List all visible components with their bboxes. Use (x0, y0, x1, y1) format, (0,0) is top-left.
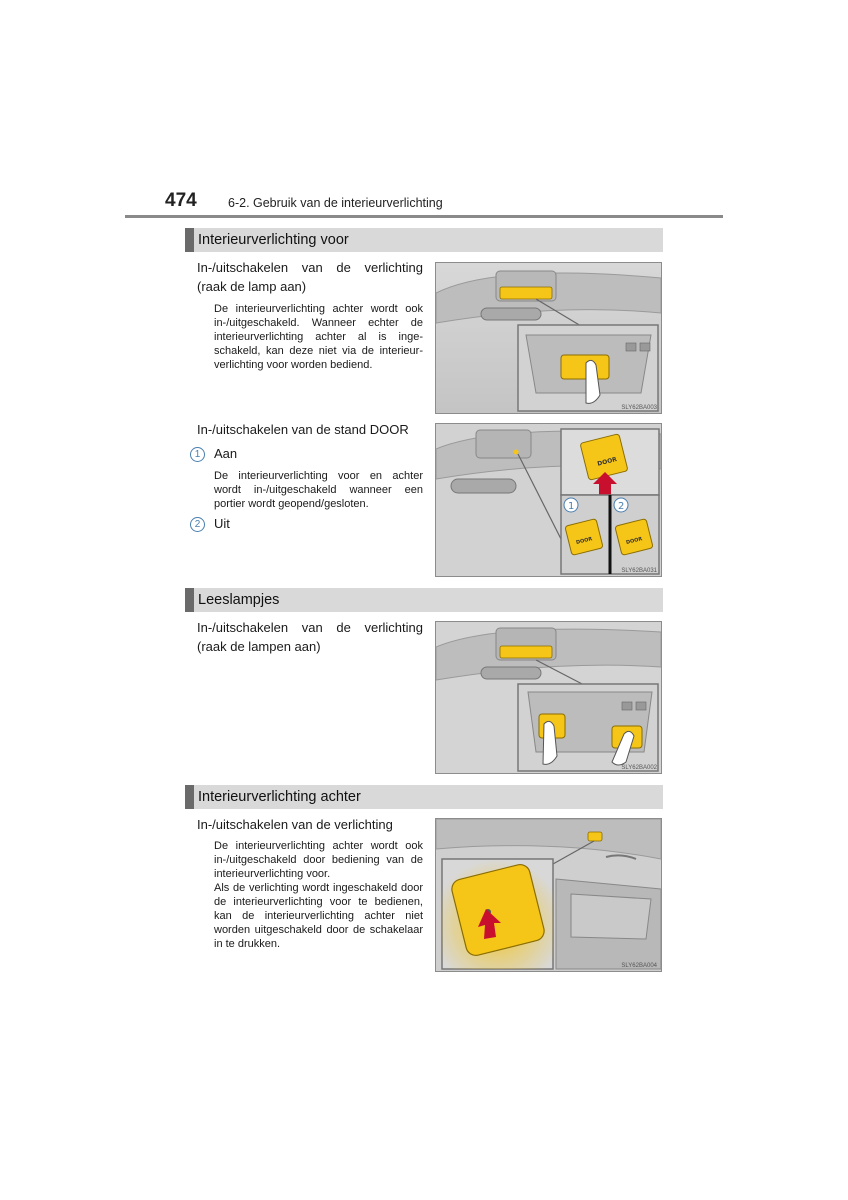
paragraph-front-switch: In-/uitschakelen van de verlichting (raak de lamp aan) (197, 260, 423, 294)
callout-1: 1 (568, 501, 575, 512)
reading-lights-illustration (436, 622, 661, 773)
figure-rear-light (435, 818, 662, 972)
section-title-front-light: Interieurverlichting voor (185, 228, 663, 252)
section-title-rear-light: Interieurverlichting achter (185, 785, 663, 809)
figure-code: SLY62BA002 (621, 765, 657, 771)
door-label: DOOR (596, 456, 618, 468)
note-rear-1: De interieurverlichting achter wordt ook in-/uitgeschakeld door bediening van de interieurverlichting voor. (214, 840, 423, 880)
note-door-on: De interieurverlichting voor en achter wordt in-/uitgeschakeld wanneer een portier wordt geopend/gesloten. (214, 470, 423, 510)
page-number: 474 (165, 190, 197, 211)
figure-code: SLY62BA003 (621, 405, 657, 411)
rear-light-illustration (436, 819, 661, 971)
note-front-switch: De interieurverlichting achter wordt ook in-/uitgeschakeld. Wanneer echter de interieurverlichting achter al is ingeschakeld, kan deze niet via de interieurverlichting voor worden bediend. (214, 303, 423, 371)
figure-reading-lights (435, 621, 662, 774)
door-mode-illustration (436, 424, 661, 576)
callout-number-1: 1 (190, 447, 205, 462)
door-label: DOOR (625, 536, 643, 546)
chapter-title: 6-2. Gebruik van de interieurverlichting (228, 196, 443, 210)
front-light-illustration (436, 263, 661, 413)
figure-door-mode (435, 423, 662, 577)
figure-front-light-touch (435, 262, 662, 414)
header-rule (125, 215, 723, 218)
list-item-label: Aan (214, 446, 238, 461)
callout-2: 2 (618, 501, 625, 512)
figure-code: SLY62BA031 (621, 568, 657, 574)
figure-code: SLY62BA004 (621, 963, 657, 969)
section-title-reading-lights: Leeslampjes (185, 588, 663, 612)
paragraph-reading-lights: In-/uitschakelen van de verlichting (raak de lampen aan) (197, 620, 423, 654)
list-item-label: Uit (214, 516, 230, 531)
list-item-on (190, 445, 237, 462)
note-rear-2: Als de verlichting wordt ingeschakeld door de interieurverlichting voor te bedienen, kan de interieurverlichting achter niet worden uitgeschakeld door de schakelaar in te drukken. (214, 882, 423, 950)
paragraph-rear-switch: In-/uitschakelen van de verlichting (197, 817, 393, 832)
paragraph-door-mode: In-/uitschakelen van de stand DOOR (197, 422, 409, 437)
list-item-off (190, 515, 230, 532)
callout-number-2: 2 (190, 517, 205, 532)
door-label: DOOR (575, 536, 593, 546)
